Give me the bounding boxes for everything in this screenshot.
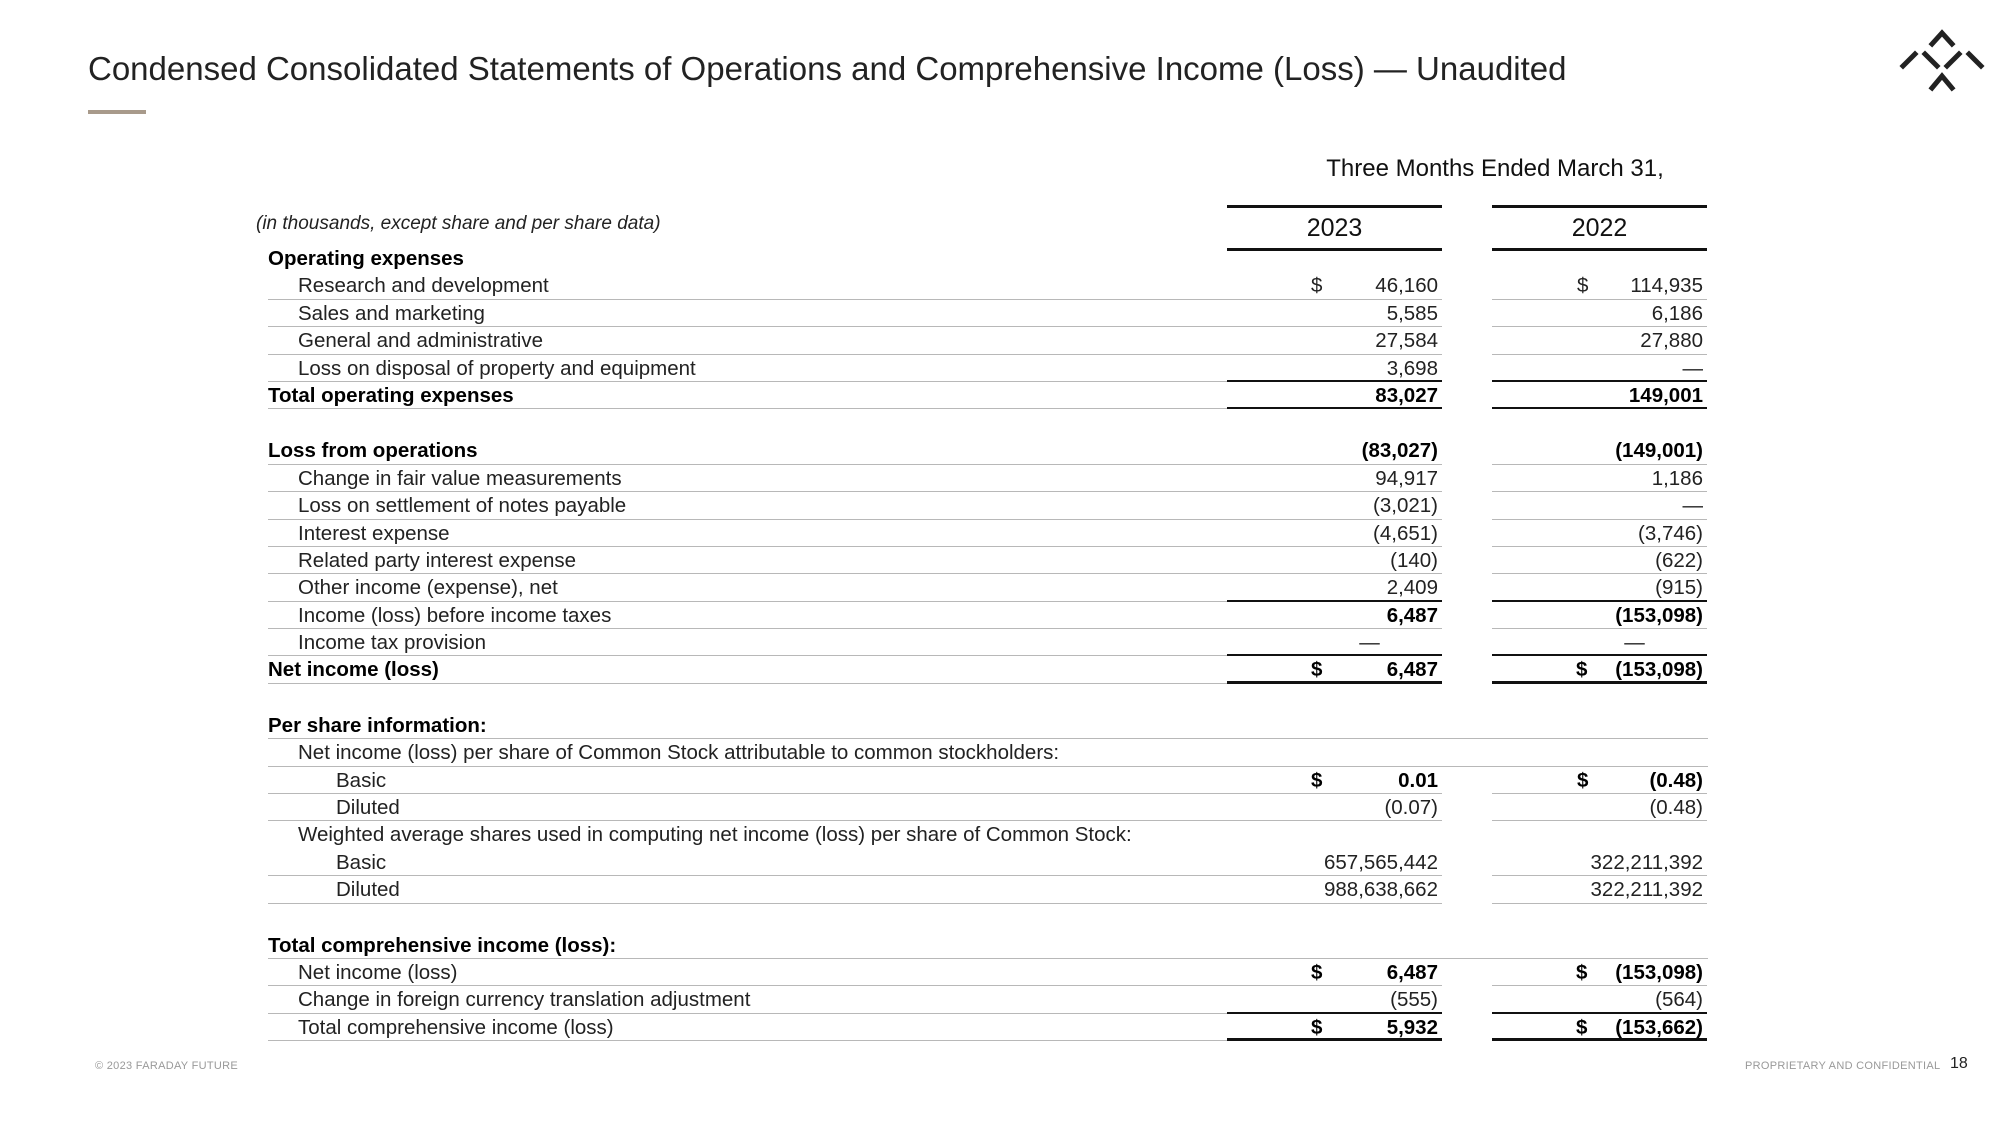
row-label: Loss on disposal of property and equipment xyxy=(268,355,1228,382)
value-2022: (564) xyxy=(1492,986,1707,1013)
table-row xyxy=(268,1014,1708,1041)
value-2022: $ (153,098) xyxy=(1492,959,1707,986)
row-label: Total comprehensive income (loss) xyxy=(268,1014,1228,1041)
value-2023: 6,487 xyxy=(1227,602,1442,629)
table-row xyxy=(268,382,1708,409)
value-2022: (3,746) xyxy=(1492,520,1707,547)
table-row xyxy=(268,437,1708,464)
table-row xyxy=(268,932,1708,959)
table-row xyxy=(268,794,1708,821)
row-label: General and administrative xyxy=(268,327,1228,354)
value-2023: $ 46,160 xyxy=(1227,272,1442,299)
value-2022: $ (153,662) xyxy=(1492,1014,1707,1041)
value-2023: 2,409 xyxy=(1227,574,1442,601)
table-row xyxy=(268,327,1708,354)
table-row xyxy=(268,656,1708,683)
row-label: Change in foreign currency translation adjustment xyxy=(268,986,1228,1013)
copyright-footer: © 2023 FARADAY FUTURE xyxy=(95,1060,238,1072)
value-2022: 27,880 xyxy=(1492,327,1707,354)
value-2022: (153,098) xyxy=(1492,602,1707,629)
table-row xyxy=(268,986,1708,1013)
row-label: Total comprehensive income (loss): xyxy=(268,932,1708,959)
units-note: (in thousands, except share and per share data) xyxy=(256,213,661,234)
page-number: 18 xyxy=(1950,1055,1968,1072)
row-label: Weighted average shares used in computing net income (loss) per share of Common Stock: xyxy=(298,823,1132,847)
table-row xyxy=(268,465,1708,492)
value-2023: (0.07) xyxy=(1227,794,1442,821)
value-2023: 83,027 xyxy=(1227,382,1442,409)
row-label: Change in fair value measurements xyxy=(268,465,1228,492)
value-2023: $ 6,487 xyxy=(1227,959,1442,986)
value-2023: (140) xyxy=(1227,547,1442,574)
table-row xyxy=(268,739,1708,766)
row-label: Loss from operations xyxy=(268,437,1228,464)
row-label: Operating expenses xyxy=(268,247,464,270)
value-2022: 149,001 xyxy=(1492,382,1707,409)
value-2022: $ (153,098) xyxy=(1492,656,1707,683)
value-2022: $ (0.48) xyxy=(1492,767,1707,794)
value-2023: 5,585 xyxy=(1227,300,1442,327)
value-2022: 322,211,392 xyxy=(1492,849,1707,876)
row-label: Per share information: xyxy=(268,712,1708,739)
table-row xyxy=(268,629,1708,656)
row-label: Income (loss) before income taxes xyxy=(268,602,1228,629)
table-row xyxy=(268,245,1708,272)
row-label: Other income (expense), net xyxy=(268,574,1228,601)
value-2023: 3,698 xyxy=(1227,355,1442,382)
value-2023: — xyxy=(1227,629,1442,656)
table-row xyxy=(268,574,1708,601)
table-row xyxy=(268,602,1708,629)
table-row xyxy=(268,876,1708,903)
table-row xyxy=(268,547,1708,574)
section-spacer xyxy=(268,684,1708,712)
column-header-2022: 2022 xyxy=(1492,205,1707,251)
confidential-footer: PROPRIETARY AND CONFIDENTIAL xyxy=(1745,1060,1941,1072)
table-row xyxy=(268,520,1708,547)
table-row xyxy=(268,355,1708,382)
row-label: Total operating expenses xyxy=(268,382,1228,409)
period-header: Three Months Ended March 31, xyxy=(1326,155,1664,182)
page-title: Condensed Consolidated Statements of Operations and Comprehensive Income (Loss) — Unaudited xyxy=(88,50,1567,87)
value-2023: $ 6,487 xyxy=(1227,656,1442,683)
table-row xyxy=(268,849,1708,876)
value-2022: (0.48) xyxy=(1492,794,1707,821)
row-label: Basic xyxy=(268,849,1228,876)
table-row xyxy=(268,272,1708,299)
column-header-2023: 2023 xyxy=(1227,205,1442,251)
value-2022: (149,001) xyxy=(1492,437,1707,464)
value-2023: (3,021) xyxy=(1227,492,1442,519)
faraday-future-logo-icon xyxy=(1895,26,1990,96)
value-2022: 6,186 xyxy=(1492,300,1707,327)
table-row xyxy=(268,300,1708,327)
value-2022: $ 114,935 xyxy=(1492,272,1707,299)
row-label: Interest expense xyxy=(268,520,1228,547)
row-label: Basic xyxy=(268,767,1228,794)
value-2022: (622) xyxy=(1492,547,1707,574)
value-2023: 988,638,662 xyxy=(1227,876,1442,903)
title-underline-accent xyxy=(88,110,146,114)
value-2022: (915) xyxy=(1492,574,1707,601)
row-label: Research and development xyxy=(268,272,1228,299)
row-label: Income tax provision xyxy=(268,629,1228,656)
table-row xyxy=(268,767,1708,794)
value-2023: (4,651) xyxy=(1227,520,1442,547)
statement-table xyxy=(268,245,1708,1041)
value-2022: — xyxy=(1492,492,1707,519)
value-2023: $ 0.01 xyxy=(1227,767,1442,794)
row-label: Diluted xyxy=(268,794,1228,821)
value-2023: 657,565,442 xyxy=(1227,849,1442,876)
row-label: Net income (loss) per share of Common Stock attributable to common stockholders: xyxy=(268,739,1708,766)
section-spacer xyxy=(268,904,1708,932)
row-label: Related party interest expense xyxy=(268,547,1228,574)
row-label: Sales and marketing xyxy=(268,300,1228,327)
value-2022: 1,186 xyxy=(1492,465,1707,492)
value-2022: 322,211,392 xyxy=(1492,876,1707,903)
table-row xyxy=(268,492,1708,519)
row-label: Net income (loss) xyxy=(268,656,1228,683)
table-row xyxy=(268,821,1708,848)
table-row xyxy=(268,959,1708,986)
row-label: Diluted xyxy=(268,876,1228,903)
value-2023: 94,917 xyxy=(1227,465,1442,492)
row-label: Loss on settlement of notes payable xyxy=(268,492,1228,519)
value-2023: $ 5,932 xyxy=(1227,1014,1442,1041)
value-2022: — xyxy=(1492,629,1707,656)
value-2023: (555) xyxy=(1227,986,1442,1013)
value-2023: 27,584 xyxy=(1227,327,1442,354)
table-row xyxy=(268,712,1708,739)
value-2023: (83,027) xyxy=(1227,437,1442,464)
section-spacer xyxy=(268,409,1708,437)
row-label: Net income (loss) xyxy=(268,959,1228,986)
value-2022: — xyxy=(1492,355,1707,382)
